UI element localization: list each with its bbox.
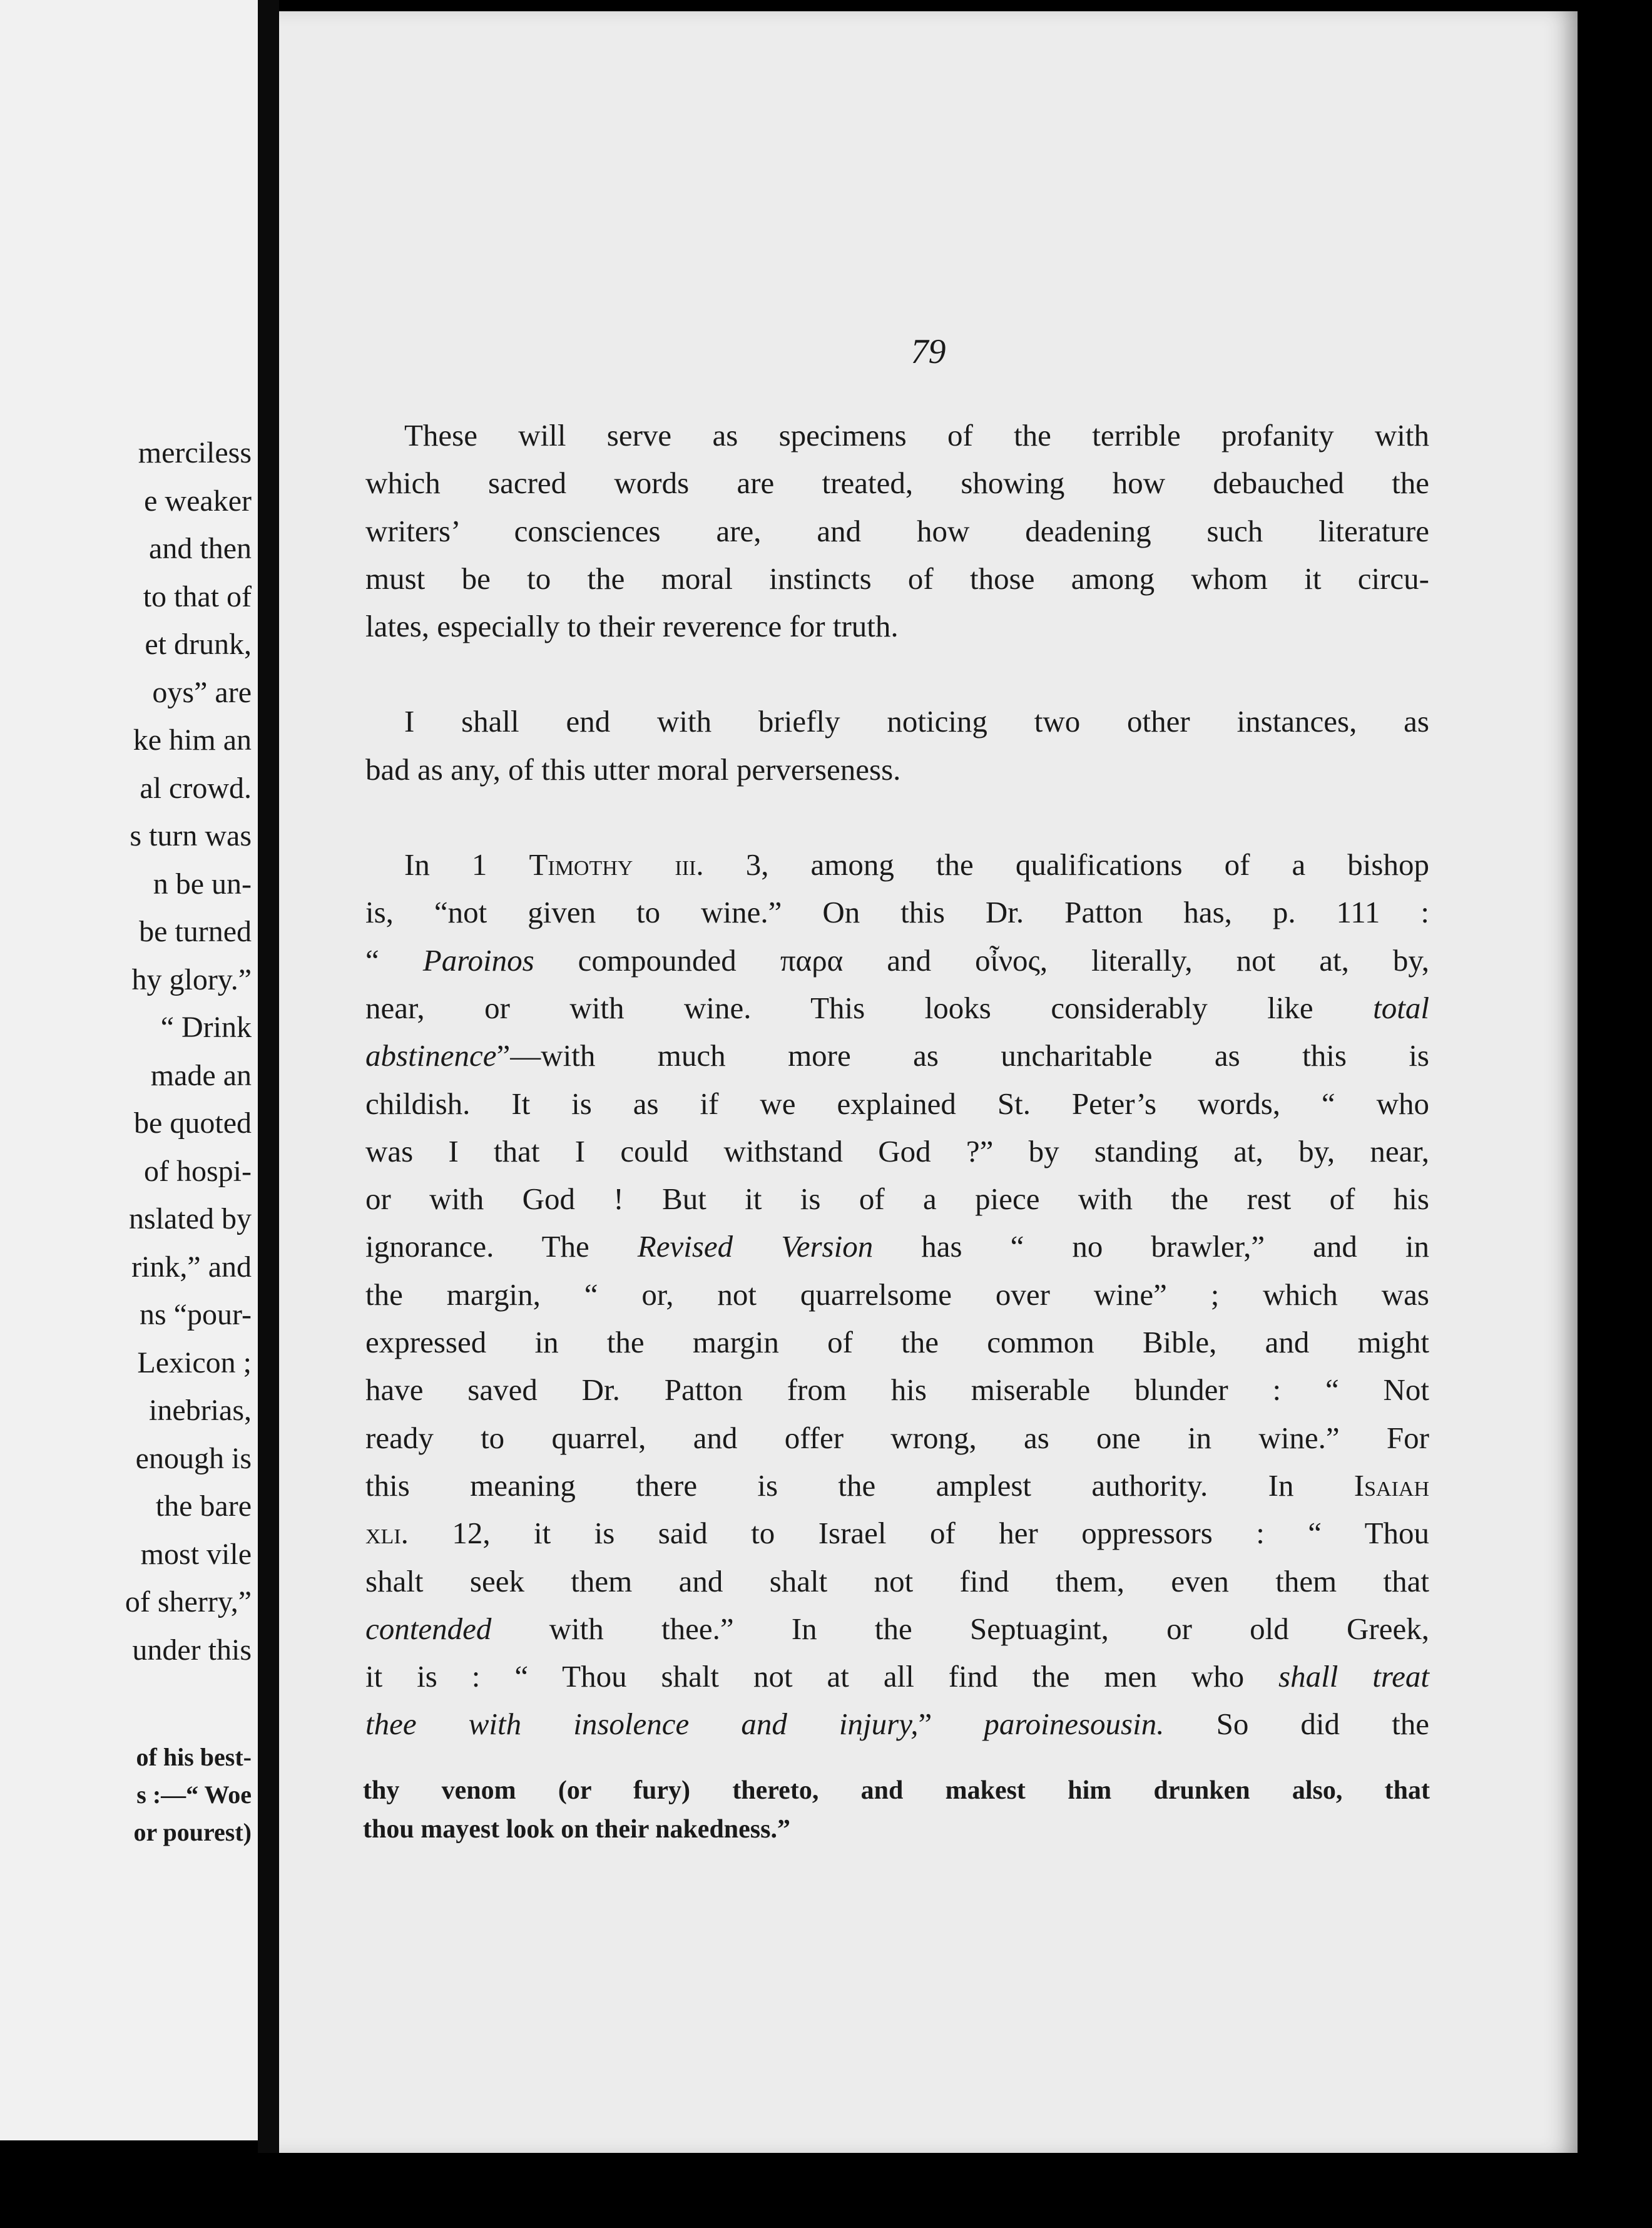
left-page-line: nslated by	[129, 1202, 252, 1235]
left-page-line: hy glory.”	[131, 963, 252, 996]
text-line: must be to the moral instincts of those among whom it circu-	[365, 561, 1429, 596]
paragraph-3	[365, 841, 1429, 1749]
text-line: These will serve as specimens of the terrible profanity with	[404, 418, 1429, 452]
italic-term: Revised Version	[637, 1229, 874, 1264]
footnote	[363, 1771, 1430, 1849]
text-line	[365, 984, 1429, 1032]
text-line: or with God ! But it is of a piece with the rest of his	[365, 1182, 1429, 1217]
text-run: ”—with much more as uncharitable as this is	[496, 1038, 1429, 1073]
left-page-line: n be un-	[153, 867, 252, 901]
left-page-line: under this	[132, 1633, 252, 1667]
left-page-line: most vile	[140, 1537, 252, 1571]
text-line	[365, 1032, 1429, 1080]
text-line	[365, 841, 1429, 889]
text-run: So did the	[1164, 1707, 1430, 1742]
text-line: which sacred words are treated, showing how debauched the	[365, 466, 1429, 501]
page-number: 79	[910, 332, 946, 371]
left-page-line: Lexicon ;	[137, 1346, 252, 1379]
left-page-line: al crowd.	[140, 771, 252, 805]
italic-term: contended	[365, 1611, 492, 1646]
text-line	[365, 1653, 1429, 1700]
left-footnote-line: or pourest)	[133, 1818, 252, 1846]
left-page-line: made an	[150, 1058, 252, 1092]
text-run: 12, it is said to Israel of her oppressors : “ Thou	[408, 1516, 1429, 1551]
left-facing-page	[0, 0, 258, 2140]
italic-term: Paroinos	[422, 943, 534, 978]
paragraph-1	[365, 412, 1429, 650]
left-page-line: inebrias,	[149, 1394, 252, 1427]
footnote-line: thou mayest look on their nakedness.”	[363, 1815, 790, 1844]
text-line: was I that I could withstand God ?” by standing at, by, near,	[365, 1133, 1429, 1168]
text-line: is, “not given to wine.” On this Dr. Patton has, p. 111 :	[365, 895, 1429, 930]
text-run: it is : “ Thou shalt not at all find the men who	[365, 1659, 1279, 1694]
italic-term: shall treat	[1278, 1659, 1429, 1694]
text-line	[365, 937, 1429, 984]
reference-isaiah: Isaiah	[1354, 1468, 1429, 1503]
text-line	[365, 1510, 1429, 1557]
left-page-line: e weaker	[144, 484, 252, 518]
book-gutter	[258, 0, 279, 2153]
left-page-line: the bare	[155, 1490, 252, 1523]
left-page-line: merciless	[138, 436, 252, 469]
reference-timothy: Timothy iii.	[529, 847, 704, 882]
book-page	[279, 11, 1578, 2153]
text-run: 3, among the qualifications of a bishop	[703, 847, 1429, 882]
text-run: “	[365, 943, 423, 978]
italic-term: thee with insolence and injury,	[365, 1707, 919, 1742]
text-run: with thee.” In the Septuagint, or old Greek,	[491, 1611, 1429, 1646]
left-footnote-line: of his best-	[136, 1743, 252, 1771]
text-line	[365, 1700, 1429, 1748]
body-text	[365, 412, 1429, 1749]
text-run: compounded παρα and οἶνος, literally, not at, by,	[534, 943, 1429, 978]
left-page-line: enough is	[135, 1441, 252, 1475]
text-line	[365, 1223, 1429, 1270]
text-line: writers’ consciences are, and how deadening such literature	[365, 513, 1429, 548]
text-run: near, or with wine. This looks considerably like	[365, 990, 1374, 1025]
italic-term: total	[1373, 990, 1429, 1025]
left-page-line: “ Drink	[160, 1011, 252, 1044]
paragraph-2	[365, 698, 1429, 794]
left-footnote-line: s :—“ Woe	[136, 1781, 252, 1809]
text-line	[365, 1605, 1429, 1653]
left-page-line: of hospi-	[144, 1154, 252, 1188]
text-line: bad as any, of this utter moral perverseness.	[365, 752, 901, 787]
text-line: the margin, “ or, not quarrelsome over wine” ; which was	[365, 1277, 1429, 1312]
left-page-line: oys” are	[152, 675, 252, 709]
text-line: childish. It is as if we explained St. Peter’s words, “ who	[365, 1086, 1429, 1121]
left-page-line: ke him an	[133, 723, 252, 757]
text-line: shalt seek them and shalt not find them, even them that	[365, 1563, 1429, 1598]
left-page-line: to that of	[143, 580, 252, 613]
text-line: ready to quarrel, and offer wrong, as one in wine.” For	[365, 1420, 1429, 1455]
text-line	[365, 1462, 1429, 1510]
reference-chapter: xli.	[365, 1516, 409, 1551]
text-line: I shall end with briefly noticing two other instances, as	[404, 704, 1429, 739]
left-page-line: be quoted	[134, 1106, 252, 1140]
text-run: has “ no brawler,” and in	[873, 1229, 1429, 1264]
text-run: this meaning there is the amplest authority. In	[365, 1468, 1354, 1503]
left-page-line: of sherry,”	[125, 1585, 252, 1618]
left-page-footnote	[0, 1739, 252, 1851]
left-page-line: be turned	[139, 915, 252, 948]
left-page-line: ns “pour-	[140, 1298, 252, 1331]
left-page-text	[0, 429, 252, 1674]
text-line: expressed in the margin of the common Bible, and might	[365, 1325, 1429, 1360]
left-page-line: rink,” and	[131, 1250, 252, 1284]
scan-border	[0, 2153, 1652, 2228]
left-page-line: and then	[149, 532, 252, 565]
text-line: lates, especially to their reverence for truth.	[365, 609, 899, 644]
left-page-line: s turn was	[130, 819, 252, 852]
text-run: In 1	[404, 847, 529, 882]
left-page-line: et drunk,	[145, 628, 252, 661]
text-run: ”	[918, 1707, 984, 1742]
footnote-line: thy venom (or fury) thereto, and makest him drunken also, that	[363, 1776, 1430, 1805]
text-run: ignorance. The	[365, 1229, 638, 1264]
italic-term: abstinence	[365, 1038, 497, 1073]
italic-term: paroinesousin.	[984, 1707, 1165, 1742]
text-line: have saved Dr. Patton from his miserable blunder : “ Not	[365, 1372, 1429, 1408]
